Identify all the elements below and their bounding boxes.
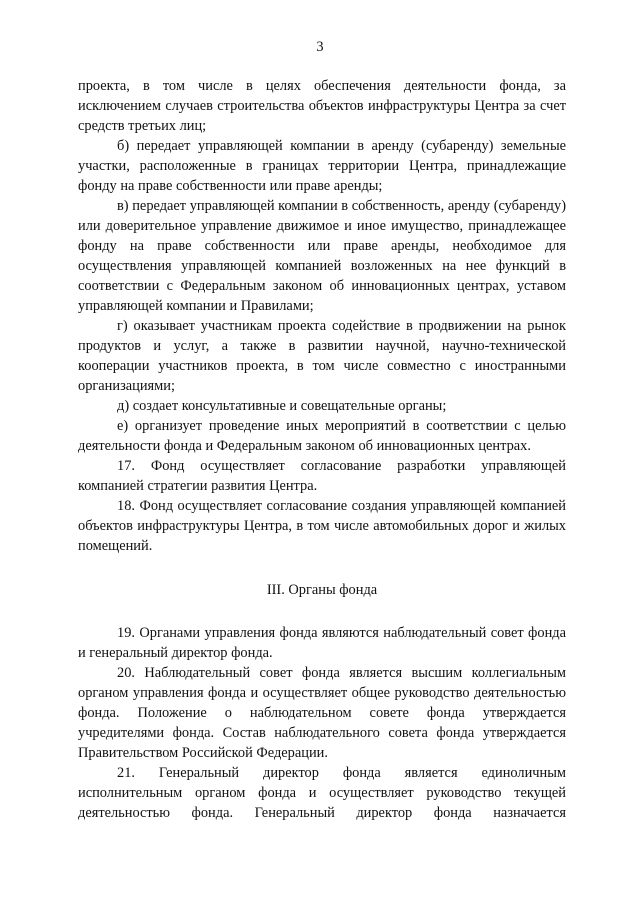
paragraph-item-v: в) передает управляющей компании в собственность, аренду (субаренду) или доверительное управление движимое и иное имущество, принадлежащее фонду на праве собственности или праве аренды, необходимое для осуществления управляющей компанией возложенных на нее функций в соответствии с Федеральным законом об инновационных центрах, уставом управляющей компании и Правилами; [78,198,566,314]
paragraph-item-d: д) создает консультативные и совещательные органы; [117,398,447,414]
paragraph-19: 19. Органами управления фонда являются наблюдательный совет фонда и генеральный директор фонда. [78,625,566,661]
document-body [78,76,566,823]
paragraph-continuation: проекта, в том числе в целях обеспечения деятельности фонда, за исключением случаев строительства объектов инфраструктуры Центра за счет средств третьих лиц; [78,78,566,134]
paragraph-17: 17. Фонд осуществляет согласование разработки управляющей компанией стратегии развития Центра. [78,458,566,494]
section-heading: III. Органы фонда [266,582,378,598]
page-number: 3 [316,39,324,55]
paragraph-item-b: б) передает управляющей компании в аренду (субаренду) земельные участки, расположенные в границах территории Центра, принадлежащие фонду на праве собственности или праве аренды; [78,138,566,194]
paragraph-18: 18. Фонд осуществляет согласование создания управляющей компанией объектов инфраструктуры Центра, в том числе автомобильных дорог и жилых помещений. [78,498,566,554]
paragraph-item-e: е) организует проведение иных мероприятий в соответствии с целью деятельности фонда и Федеральным законом об инновационных центрах. [78,418,566,454]
paragraph-item-g: г) оказывает участникам проекта содействие в продвижении на рынок продуктов и услуг, а также в развитии научной, научно-технической кооперации участников проекта, в том числе совместно с иностранными организациями; [78,318,566,394]
paragraph-20: 20. Наблюдательный совет фонда является высшим коллегиальным органом управления фонда и осуществляет общее руководство деятельностью фонда. Положение о наблюдательном совете фонда утверждается учредителями фонда. Состав наблюдательного совета фонда утверждается Правительством Российской Федерации. [78,665,566,761]
paragraph-21: 21. Генеральный директор фонда является единоличным исполнительным органом фонда и осуществляет руководство текущей деятельностью фонда. Генеральный директор фонда назначается [78,765,566,821]
